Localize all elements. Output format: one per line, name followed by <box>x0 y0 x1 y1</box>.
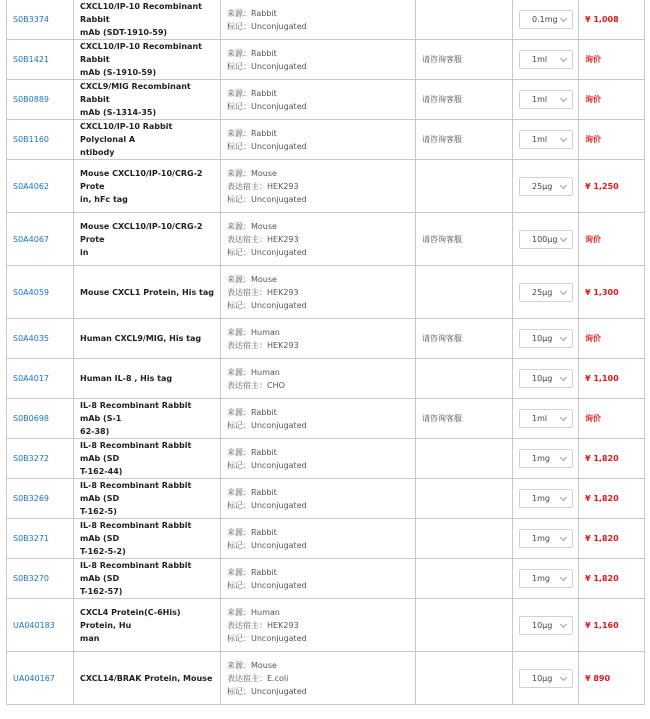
price: ¥ 1,820 <box>585 574 619 583</box>
size-value: 0.1mg <box>532 15 558 24</box>
size-select[interactable] <box>519 449 573 468</box>
attribute-line: 来源：Mouse <box>227 221 277 231</box>
product-name[interactable] <box>80 286 214 299</box>
product-row <box>7 359 645 399</box>
product-name[interactable] <box>80 0 214 39</box>
product-attributes <box>227 220 409 259</box>
product-name-line: CXCL10/IP-10 Recombinant Rabbit <box>80 2 202 24</box>
size-select[interactable] <box>519 409 573 428</box>
product-row <box>7 519 645 559</box>
price: 询价 <box>585 95 601 104</box>
product-name[interactable] <box>80 332 214 345</box>
attribute-line: 来源：Human <box>227 607 280 617</box>
product-attributes <box>227 87 409 113</box>
product-name-line: Mouse CXCL1 Protein, His tag <box>80 287 214 297</box>
inquiry-note: 请咨询客服 <box>422 55 462 64</box>
attribute-line: 表达宿主：E.coli <box>227 673 289 683</box>
attribute-line: 标记：Unconjugated <box>227 460 307 470</box>
attribute-line: 来源：Rabbit <box>227 527 277 537</box>
inquiry-note: 请咨询客服 <box>422 414 462 423</box>
chevron-down-icon <box>560 15 567 22</box>
product-name-line: mAb (SDT-1910-59) <box>80 28 168 37</box>
price: ¥ 1,820 <box>585 534 619 543</box>
size-value: 10μg <box>532 374 553 383</box>
size-select[interactable] <box>519 10 573 29</box>
catalog-number-link[interactable]: S0A4062 <box>13 181 49 191</box>
attribute-line: 标记：Unconjugated <box>227 247 307 257</box>
product-name[interactable] <box>80 372 214 385</box>
size-value: 1mg <box>532 534 550 543</box>
attribute-line: 来源：Rabbit <box>227 48 277 58</box>
attribute-line: 标记：Unconjugated <box>227 420 307 430</box>
attribute-line: 来源：Mouse <box>227 274 277 284</box>
size-select[interactable] <box>519 50 573 69</box>
product-row <box>7 40 645 80</box>
product-attributes <box>227 406 409 432</box>
size-value: 1ml <box>532 414 548 423</box>
price: 询价 <box>585 414 601 423</box>
price: 询价 <box>585 234 601 244</box>
catalog-number-link[interactable]: S0B0889 <box>13 95 50 104</box>
product-name-line: T-162-44) <box>80 467 123 476</box>
size-value: 25μg <box>532 181 553 191</box>
attribute-line: 来源：Rabbit <box>227 88 277 98</box>
product-name-line: CXCL14/BRAK Protein, Mouse <box>80 673 213 683</box>
catalog-number-link[interactable]: S0B1421 <box>13 55 50 64</box>
size-select[interactable] <box>519 177 573 196</box>
catalog-number-link[interactable]: UA040183 <box>13 620 55 630</box>
price: 询价 <box>585 334 601 343</box>
chevron-down-icon <box>560 454 567 461</box>
attribute-line: 表达宿主：HEK293 <box>227 340 299 350</box>
chevron-down-icon <box>560 55 567 62</box>
product-attributes <box>227 566 409 592</box>
size-value: 10μg <box>532 620 553 630</box>
size-value: 1mg <box>532 574 550 583</box>
product-name[interactable] <box>80 120 214 159</box>
price: ¥ 1,008 <box>585 15 619 24</box>
product-name-line: IL-8 Recombinant Rabbit mAb (SD <box>80 441 192 463</box>
product-row <box>7 213 645 266</box>
product-name-line: mAb (S-1910-59) <box>80 68 157 77</box>
attribute-line: 标记：Unconjugated <box>227 21 307 31</box>
attribute-line: 标记：Unconjugated <box>227 101 307 111</box>
attribute-line: 标记：Unconjugated <box>227 61 307 71</box>
attribute-line: 标记：Unconjugated <box>227 300 307 310</box>
attribute-line: 来源：Rabbit <box>227 567 277 577</box>
attribute-line: 来源：Mouse <box>227 660 277 670</box>
size-value: 1mg <box>532 494 550 503</box>
size-select[interactable] <box>519 230 573 249</box>
chevron-down-icon <box>560 534 567 541</box>
attribute-line: 来源：Human <box>227 327 280 337</box>
product-name-line: Mouse CXCL10/IP-10/CRG-2 Prote <box>80 168 203 191</box>
inquiry-note: 请咨询客服 <box>422 95 462 104</box>
product-name-line: Mouse CXCL10/IP-10/CRG-2 Prote <box>80 221 203 244</box>
product-attributes <box>227 167 409 206</box>
price: 询价 <box>585 55 601 64</box>
product-name[interactable] <box>80 399 214 438</box>
product-attributes <box>227 446 409 472</box>
chevron-down-icon <box>560 620 567 627</box>
product-name-line: in, hFc tag <box>80 194 128 204</box>
product-name[interactable] <box>80 559 214 598</box>
product-attributes <box>227 127 409 153</box>
product-row <box>7 160 645 213</box>
product-name[interactable] <box>80 672 214 685</box>
size-value: 1mg <box>532 454 550 463</box>
catalog-number-link[interactable]: S0B0698 <box>13 414 50 423</box>
price: ¥ 1,820 <box>585 454 619 463</box>
attribute-line: 标记：Unconjugated <box>227 540 307 550</box>
size-select[interactable] <box>519 329 573 348</box>
product-row <box>7 120 645 160</box>
size-select[interactable] <box>519 569 573 588</box>
product-name[interactable] <box>80 80 214 119</box>
inquiry-note: 请咨询客服 <box>422 135 462 144</box>
attribute-line: 表达宿主：HEK293 <box>227 181 299 191</box>
price: ¥ 890 <box>585 673 611 683</box>
price: 询价 <box>585 135 601 144</box>
size-value: 25μg <box>532 287 553 297</box>
product-name[interactable] <box>80 40 214 79</box>
product-name-line: T-162-57) <box>80 587 123 596</box>
product-name-line: IL-8 Recombinant Rabbit mAb (S-1 <box>80 401 192 423</box>
product-name-line: man <box>80 633 100 643</box>
attribute-line: 来源：Rabbit <box>227 487 277 497</box>
inquiry-note: 请咨询客服 <box>422 234 462 244</box>
attribute-line: 表达宿主：HEK293 <box>227 234 299 244</box>
inquiry-note: 请咨询客服 <box>422 334 462 343</box>
size-select[interactable] <box>519 90 573 109</box>
chevron-down-icon <box>560 574 567 581</box>
product-name[interactable] <box>80 167 214 206</box>
chevron-down-icon <box>560 287 567 294</box>
attribute-line: 表达宿主：CHO <box>227 380 285 390</box>
attribute-line: 来源：Rabbit <box>227 8 277 18</box>
chevron-down-icon <box>560 494 567 501</box>
catalog-number-link[interactable]: S0A4059 <box>13 287 49 297</box>
attribute-line: 来源：Human <box>227 367 280 377</box>
product-attributes <box>227 486 409 512</box>
size-select[interactable] <box>519 369 573 388</box>
product-attributes <box>227 606 409 645</box>
product-name-line: CXCL9/MIG Recombinant Rabbit <box>80 82 191 104</box>
chevron-down-icon <box>560 135 567 142</box>
price: ¥ 1,820 <box>585 494 619 503</box>
product-row <box>7 559 645 599</box>
product-name[interactable] <box>80 519 214 558</box>
size-value: 1ml <box>532 95 548 104</box>
product-table <box>6 0 645 705</box>
price: ¥ 1,250 <box>585 181 619 191</box>
chevron-down-icon <box>560 374 567 381</box>
product-attributes <box>227 273 409 312</box>
catalog-number-link[interactable]: S0B1160 <box>13 135 50 144</box>
product-name[interactable] <box>80 439 214 478</box>
product-name-line: in <box>80 247 89 257</box>
chevron-down-icon <box>560 234 567 241</box>
product-name-line: IL-8 Recombinant Rabbit mAb (SD <box>80 521 192 543</box>
chevron-down-icon <box>560 673 567 680</box>
size-select[interactable] <box>519 489 573 508</box>
size-select[interactable] <box>519 130 573 149</box>
product-name-line: T-162-5) <box>80 507 117 516</box>
attribute-line: 来源：Rabbit <box>227 407 277 417</box>
size-value: 10μg <box>532 673 553 683</box>
product-attributes <box>227 366 409 392</box>
attribute-line: 表达宿主：HEK293 <box>227 620 299 630</box>
product-row <box>7 399 645 439</box>
product-attributes <box>227 47 409 73</box>
product-name-line: Human CXCL9/MIG, His tag <box>80 334 202 343</box>
price: ¥ 1,100 <box>585 374 619 383</box>
product-row <box>7 0 645 40</box>
size-select[interactable] <box>519 283 573 302</box>
product-name[interactable] <box>80 220 214 259</box>
product-row <box>7 479 645 519</box>
catalog-number-link[interactable]: S0B3374 <box>13 15 50 24</box>
product-name-line: ntibody <box>80 148 115 157</box>
attribute-line: 来源：Mouse <box>227 168 277 178</box>
attribute-line: 标记：Unconjugated <box>227 580 307 590</box>
catalog-number-link[interactable]: S0B3271 <box>13 534 50 543</box>
product-row <box>7 599 645 652</box>
price: ¥ 1,160 <box>585 620 619 630</box>
product-name-line: Human IL-8 , His tag <box>80 374 173 383</box>
product-name[interactable] <box>80 606 214 645</box>
product-attributes <box>227 526 409 552</box>
product-name-line: IL-8 Recombinant Rabbit mAb (SD <box>80 561 192 583</box>
chevron-down-icon <box>560 181 567 188</box>
product-name-line: CXCL10/IP-10 Rabbit Polyclonal A <box>80 122 173 144</box>
attribute-line: 标记：Unconjugated <box>227 500 307 510</box>
product-row <box>7 652 645 705</box>
catalog-number-link[interactable]: S0A4067 <box>13 234 49 244</box>
product-attributes <box>227 7 409 33</box>
catalog-number-link[interactable]: S0B3269 <box>13 494 50 503</box>
product-row <box>7 266 645 319</box>
product-name-line: CXCL4 Protein(C-6His) Protein, Hu <box>80 607 181 630</box>
product-row <box>7 439 645 479</box>
product-name-line: mAb (S-1314-35) <box>80 108 157 117</box>
size-select[interactable] <box>519 616 573 635</box>
chevron-down-icon <box>560 334 567 341</box>
size-value: 100μg <box>532 234 558 244</box>
attribute-line: 标记：Unconjugated <box>227 194 307 204</box>
product-name-line: T-162-5-2) <box>80 547 126 556</box>
size-select[interactable] <box>519 669 573 688</box>
attribute-line: 标记：Unconjugated <box>227 141 307 151</box>
product-name-line: CXCL10/IP-10 Recombinant Rabbit <box>80 42 202 64</box>
size-value: 10μg <box>532 334 553 343</box>
attribute-line: 表达宿主：HEK293 <box>227 287 299 297</box>
chevron-down-icon <box>560 95 567 102</box>
attribute-line: 标记：Unconjugated <box>227 686 307 696</box>
product-row <box>7 319 645 359</box>
size-value: 1ml <box>532 135 548 144</box>
catalog-number-link[interactable]: UA040167 <box>13 673 55 683</box>
product-name-line: IL-8 Recombinant Rabbit mAb (SD <box>80 481 192 503</box>
chevron-down-icon <box>560 414 567 421</box>
catalog-number-link[interactable]: S0A4017 <box>13 374 49 383</box>
price: ¥ 1,300 <box>585 287 619 297</box>
attribute-line: 来源：Rabbit <box>227 447 277 457</box>
attribute-line: 来源：Rabbit <box>227 128 277 138</box>
product-row <box>7 80 645 120</box>
catalog-number-link[interactable]: S0B3272 <box>13 454 50 463</box>
size-value: 1ml <box>532 55 548 64</box>
catalog-number-link[interactable]: S0B3270 <box>13 574 50 583</box>
size-select[interactable] <box>519 529 573 548</box>
product-name[interactable] <box>80 479 214 518</box>
product-attributes <box>227 659 409 698</box>
attribute-line: 标记：Unconjugated <box>227 633 307 643</box>
catalog-number-link[interactable]: S0A4035 <box>13 334 49 343</box>
product-attributes <box>227 326 409 352</box>
product-name-line: 62-38) <box>80 427 110 436</box>
